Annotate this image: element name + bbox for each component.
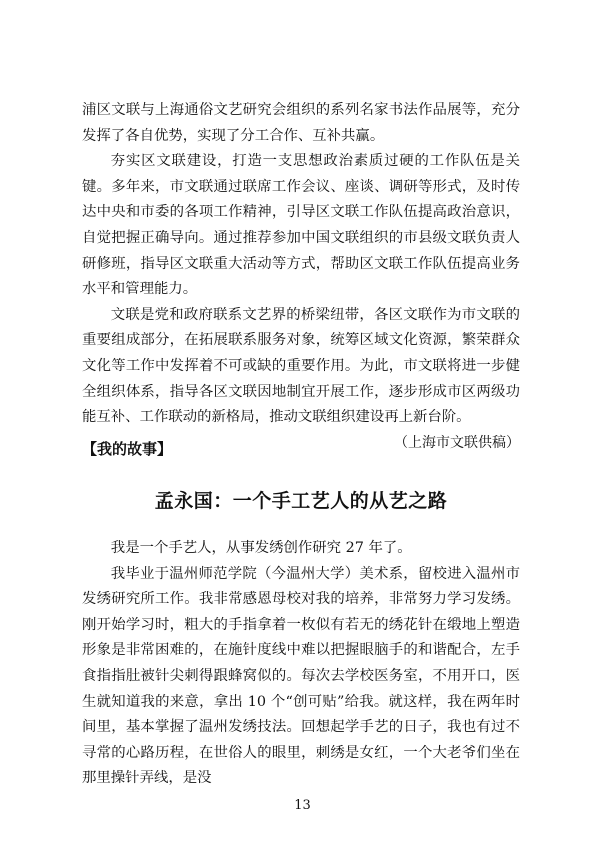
paragraph-team-building: 夯实区文联建设，打造一支思想政治素质过硬的工作队伍是关键。多年来，市文联通过联席工作会议、座谈、调研等形式，及时传达中央和市委的各项工作精神，引导区文联工作队伍提高政治意识，自觉把握正确导向。通过推荐参加中国文联组织的市县级文联负责人研修班，指导区文联重大活动等方式，帮助区文联工作队伍提高业务水平和管理能力。 [82,153,520,298]
story-text-block [82,536,520,792]
top-text-block [82,98,520,456]
source-credit: （上海市文联供稿） [394,434,520,451]
paragraph-continuation: 浦区文联与上海通俗文艺研究会组织的系列名家书法作品展等，充分发挥了各自优势，实现了分工合作、互补共赢。 [82,102,520,144]
page-number: 13 [294,798,311,813]
paragraph-role-of-federation: 文联是党和政府联系文艺界的桥梁纽带，各区文联作为市文联的重要组成部分，在拓展联系服务对象，统筹区域文化资源，繁荣群众文化等工作中发挥着不可或缺的重要作用。为此，市文联将进一步健全组织体系，指导各区文联因地制宜开展工作，逐步形成市区两级功能互补、工作联动的新格局，推动文联组织建设再上新台阶。 [82,306,520,426]
section-label: 【我的故事】 [82,440,173,458]
story-paragraph-intro: 我是一个手艺人，从事发绣创作研究 27 年了。 [110,540,412,556]
story-paragraph-background: 我毕业于温州师范学院（今温州大学）美术系，留校进入温州市发绣研究所工作。我非常感恩母校对我的培养，非常努力学习发绣。刚开始学习时，粗大的手指拿着一枚似有若无的绣花针在缎地上塑造形象是非常困难的，在施针度线中难以把握眼脑手的和谐配合，左手食指指肚被针尖刺得跟蜂窝似的。每次去学校医务室，不用开口，医生就知道我的来意，拿出 10 个“创可贴”给我。就这样，我在两年时间里，基本掌握了温州发绣技法。回想起学手艺的日子，我也有过不寻常的心路历程，在世俗人的眼里，刺绣是女红，一个大老爷们坐在那里操针弄线，是没 [82,565,520,787]
article-title: 孟永国：一个手工艺人的从艺之路 [154,490,448,512]
